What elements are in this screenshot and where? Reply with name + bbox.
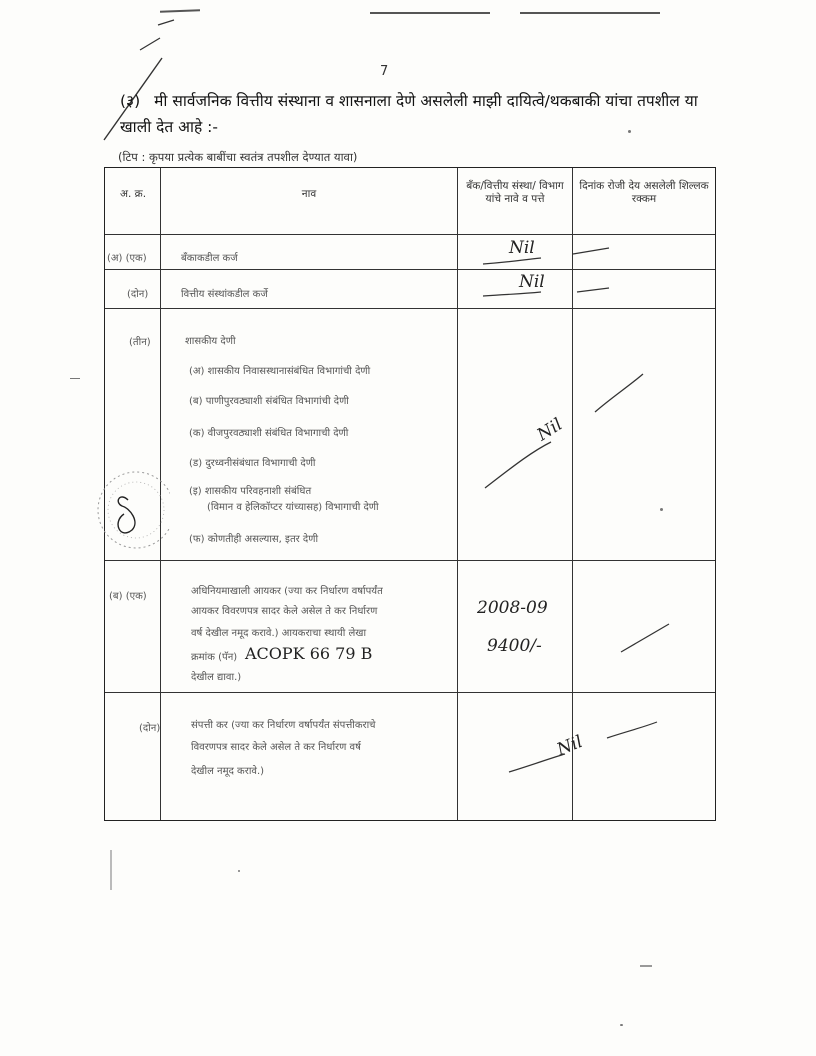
header-particulars: नाव <box>301 188 317 200</box>
sub-item: (अ) शासकीय निवासस्थानासंबंधित विभागांची देणी <box>189 366 371 377</box>
particulars-line: देखील द्यावा.) <box>191 672 242 683</box>
sub-item: (फ) कोणतीही असल्यास, इतर देणी <box>189 534 319 545</box>
particulars-line: क्रमांक (पॅन) <box>191 652 238 663</box>
row-particulars: वित्तीय संस्थांकडील कर्जे <box>181 289 268 300</box>
row-divider <box>105 692 715 693</box>
header-serial: अ. क्र. <box>119 188 147 200</box>
nil-handwriting: Nil <box>519 272 545 292</box>
sub-item: (क) वीजपुरवठ्याशी संबंधित विभागाची देणी <box>189 428 349 439</box>
scan-speck <box>620 1024 623 1026</box>
scan-speck <box>238 870 240 872</box>
page-number: 7 <box>380 64 389 79</box>
scan-speck <box>660 508 663 511</box>
nil-strike <box>481 368 651 498</box>
particulars-line: विवरणपत्र सादर केले असेल ते कर निर्धारण वर्ष <box>191 742 361 753</box>
sub-item: (ब) पाणीपुरवठ्याशी संबंधित विभागांची देणी <box>189 396 349 407</box>
scan-speck <box>628 130 631 133</box>
header-amount: दिनांक रोजी देय असलेली शिल्लक रक्कम <box>579 180 709 205</box>
tax-amount-handwriting: 9400/- <box>487 636 542 656</box>
nil-handwriting: Nil <box>533 414 567 446</box>
dash-mark <box>617 620 677 660</box>
section-number: (३) <box>120 92 141 110</box>
particulars-line: वर्ष देखील नमूद करावे.) आयकराचा स्थायी लेखा <box>191 628 367 639</box>
particulars-line: देखील नमूद करावे.) <box>191 766 265 777</box>
liabilities-table <box>104 167 716 821</box>
scan-edge-line <box>520 12 660 14</box>
row-divider <box>105 308 715 309</box>
section-heading-text: मी सार्वजनिक वित्तीय संस्थाना व शासनाला देणे असलेली माझी दायित्वे/थकबाकी यांचा तपशील या खाली देत आहे :- <box>120 92 698 136</box>
row-serial: (दोन) <box>139 723 161 734</box>
particulars-line: संपत्ती कर (ज्या कर निर्धारण वर्षापर्यंत संपत्तीकराचे <box>191 720 376 731</box>
sub-item: (ड) दुरध्वनीसंबंधात विभागाची देणी <box>189 458 316 469</box>
office-stamp <box>84 462 170 558</box>
sub-item: (विमान व हेलिकॉप्टर यांच्यासह) विभागाची देणी <box>207 502 379 513</box>
scan-edge-line <box>370 12 490 14</box>
row-serial: (दोन) <box>127 289 149 300</box>
instruction-note: (टिप : कृपया प्रत्येक बाबींचा स्वतंत्र तपशील देण्यात यावा) <box>118 150 358 164</box>
row-divider <box>105 234 715 235</box>
row-serial: (अ) (एक) <box>107 253 147 264</box>
scan-speck <box>70 378 80 379</box>
scan-edge-line <box>160 9 200 12</box>
particulars-line: आयकर विवरणपत्र सादर केले असेल ते कर निर्धारण <box>191 606 378 617</box>
nil-strike <box>505 718 665 778</box>
row-serial: (ब) (एक) <box>109 591 147 602</box>
nil-strike <box>481 248 611 268</box>
scan-speck <box>110 850 112 890</box>
row-divider <box>105 269 715 270</box>
scan-speck <box>640 965 652 967</box>
row-serial: (तीन) <box>129 337 151 348</box>
row-divider <box>105 560 715 561</box>
row-particulars: शासकीय देणी <box>185 336 236 347</box>
pan-handwriting: ACOPK 66 79 B <box>245 644 373 663</box>
row-particulars: बँकाकडील कर्ज <box>181 253 238 264</box>
sub-item: (इ) शासकीय परिवहनाशी संबंधित <box>189 486 312 497</box>
nil-strike <box>481 284 611 304</box>
column-divider <box>457 168 458 820</box>
assessment-year-handwriting: 2008-09 <box>477 598 548 618</box>
nil-handwriting: Nil <box>554 731 586 761</box>
header-institution: बँक/वित्तीय संस्था/ विभाग यांचे नावे व पत्ते <box>466 180 564 205</box>
nil-handwriting: Nil <box>509 238 535 258</box>
particulars-line: अधिनियमाखाली आयकर (ज्या कर निर्धारण वर्षापर्यंत <box>191 586 383 597</box>
